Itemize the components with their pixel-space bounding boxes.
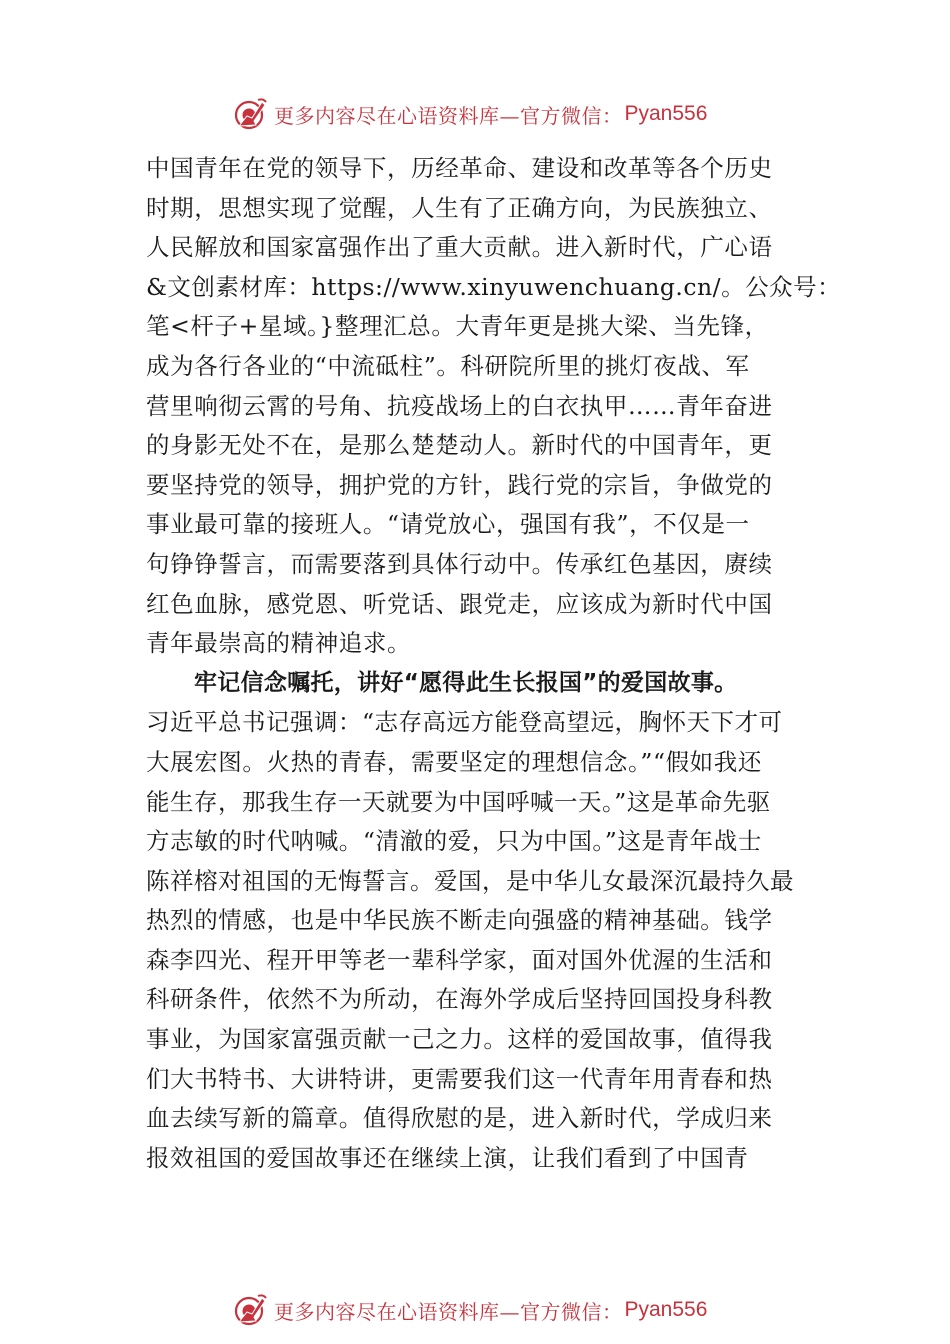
footer-banner	[232, 1290, 707, 1330]
text-line: 习近平总书记强调：“志存高远方能登高望远，胸怀天下才可	[146, 708, 783, 737]
text-line: 科研条件，依然不为所动，在海外学成后坚持回国投身科教	[146, 985, 773, 1014]
text-line: 血去续写新的篇章。值得欣慰的是，进入新时代，学成归来	[146, 1104, 773, 1133]
text-line: 能生存，那我生存一天就要为中国呼喊一天。”这是革命先驱	[146, 787, 771, 816]
text-line: 笔<杆子+星域。}整理汇总。大青年更是挑大梁、当先锋，	[146, 312, 769, 341]
text-line: 红色血脉，感党恩、听党话、跟党走，应该成为新时代中国	[146, 589, 773, 618]
text-line: 方志敏的时代呐喊。“清澈的爱，只为中国。”这是青年战士	[146, 827, 762, 856]
text-line: 人民解放和国家富强作出了重大贡献。进入新时代，广心语	[146, 233, 773, 262]
text-line: 时期，思想实现了觉醒，人生有了正确方向，为民族独立、	[146, 193, 773, 222]
wechat-id: Pyan556	[624, 1298, 708, 1321]
text-line: 营里响彻云霄的号角、抗疫战场上的白衣执甲……青年奋进	[146, 391, 773, 420]
section-heading: 牢记信念嘱托，讲好“愿得此生长报国”的爱国故事。	[194, 669, 738, 696]
header-banner	[232, 94, 707, 134]
pen-nib-logo-icon	[232, 96, 268, 132]
text-line: 事业，为国家富强贡献一己之力。这样的爱国故事，值得我	[146, 1025, 773, 1054]
text-line: 报效祖国的爱国故事还在继续上演，让我们看到了中国青	[146, 1143, 749, 1172]
text-line: 要坚持党的领导，拥护党的方针，践行党的宗旨，争做党的	[146, 470, 773, 499]
text-line: 的身影无处不在，是那么楚楚动人。新时代的中国青年，更	[146, 431, 773, 460]
text-line: 陈祥榕对祖国的无悔誓言。爱国，是中华儿女最深沉最持久最	[146, 866, 794, 895]
text-line: 青年最崇高的精神追求。	[146, 629, 412, 658]
wechat-id: Pyan556	[624, 102, 708, 125]
text-line: 中国青年在党的领导下，历经革命、建设和改革等各个历史	[146, 154, 773, 182]
text-line: 森李四光、程开甲等老一辈科学家，面对国外优渥的生活和	[146, 945, 773, 974]
text-line: 句铮铮誓言，而需要落到具体行动中。传承红色基因，赓续	[146, 549, 773, 578]
text-line: 们大书特书、大讲特讲，更需要我们这一代青年用青春和热	[146, 1064, 773, 1093]
banner-text: 更多内容尽在心语资料库—官方微信：	[274, 103, 623, 128]
text-line: 事业最可靠的接班人。“请党放心，强国有我”，不仅是一	[146, 510, 750, 539]
text-line: 热烈的情感，也是中华民族不断走向强盛的精神基础。钱学	[146, 906, 773, 935]
banner-text: 更多内容尽在心语资料库—官方微信：	[274, 1299, 623, 1324]
document-body	[146, 149, 842, 1178]
text-line: 成为各行各业的“中流砥柱”。科研院所里的挑灯夜战、军	[146, 351, 750, 380]
pen-nib-logo-icon	[232, 1292, 268, 1328]
text-line: 大展宏图。火热的青春，需要坚定的理想信念。”“假如我还	[146, 747, 762, 776]
text-line: &文创素材库：https://www.xinyuwenchuang.cn/。公众号：	[146, 272, 842, 301]
